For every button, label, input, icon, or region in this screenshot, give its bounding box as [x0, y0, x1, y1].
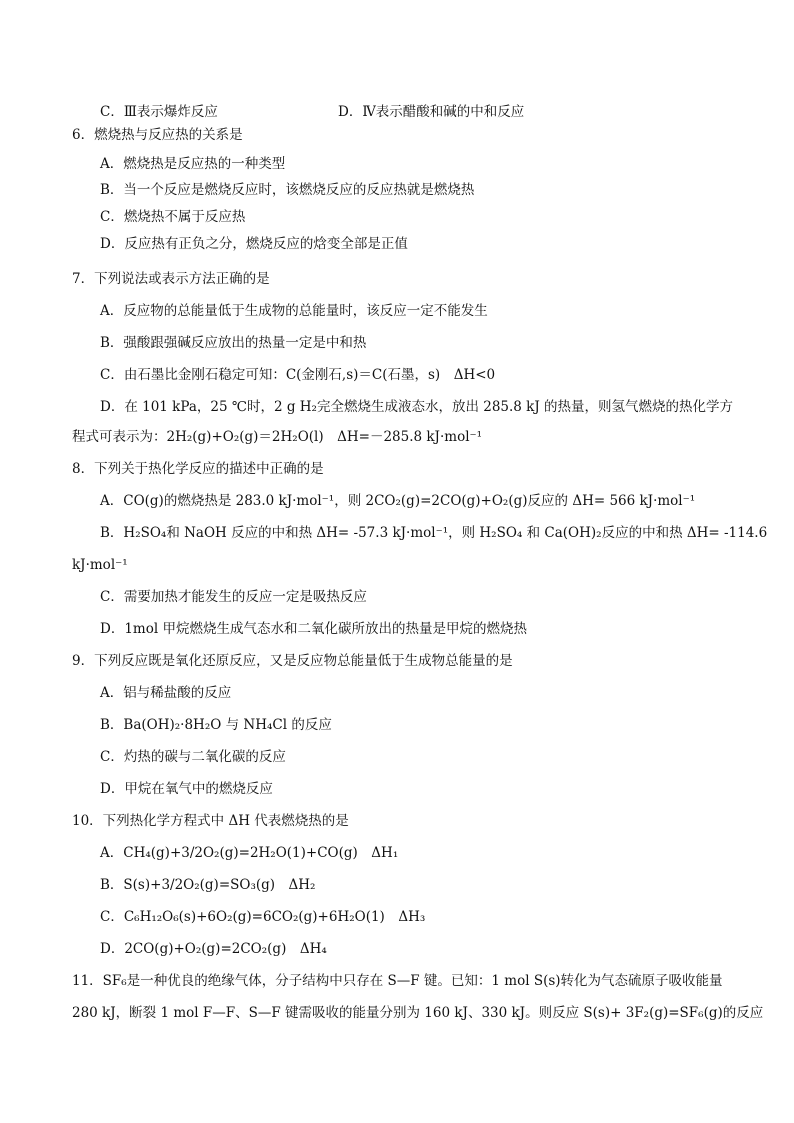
option-6c: C．燃烧热不属于反应热: [100, 209, 246, 225]
option-8a: A．CO(g)的燃烧热是 283.0 kJ·mol⁻¹，则 2CO₂(g)=2CO(g)+O₂(g)反应的 ΔH= 566 kJ·mol⁻¹: [100, 493, 696, 509]
question-6: 6．燃烧热与反应热的关系是: [72, 127, 243, 143]
option-10d: D．2CO(g)+O₂(g)=2CO₂(g) ΔH₄: [100, 941, 327, 957]
option-9a: A．铝与稀盐酸的反应: [100, 685, 232, 701]
question-11-line2: 280 kJ，断裂 1 mol F—F、S—F 键需吸收的能量分别为 160 kJ、330 kJ。则反应 S(s)+ 3F₂(g)=SF₆(g)的反应: [72, 1005, 764, 1021]
option-9b: B．Ba(OH)₂·8H₂O 与 NH₄Cl 的反应: [100, 717, 332, 733]
option-7a: A．反应物的总能量低于生成物的总能量时，该反应一定不能发生: [100, 303, 488, 319]
option-8b-line2: kJ·mol⁻¹: [72, 557, 128, 573]
question-9: 9．下列反应既是氧化还原反应，又是反应物总能量低于生成物总能量的是: [72, 653, 513, 669]
option-10b: B．S(s)+3/2O₂(g)=SO₃(g) ΔH₂: [100, 877, 316, 893]
option-5c: C．Ⅲ表示爆炸反应: [100, 104, 218, 120]
option-7c: C．由石墨比金刚石稳定可知：C(金刚石,s)＝C(石墨，s) ΔH<0: [100, 367, 496, 383]
option-5d: D．Ⅳ表示醋酸和碱的中和反应: [338, 104, 525, 120]
question-11-line1: 11．SF₆是一种优良的绝缘气体，分子结构中只存在 S—F 键。已知：1 mol S(s)转化为气态硫原子吸收能量: [72, 973, 723, 989]
question-7: 7．下列说法或表示方法正确的是: [72, 271, 270, 287]
option-8b-line1: B．H₂SO₄和 NaOH 反应的中和热 ΔH= -57.3 kJ·mol⁻¹，则 H₂SO₄ 和 Ca(OH)₂反应的中和热 ΔH= -114.6: [100, 525, 768, 541]
option-10a: A．CH₄(g)+3/2O₂(g)=2H₂O(1)+CO(g) ΔH₁: [100, 845, 399, 861]
option-6b: B．当一个反应是燃烧反应时，该燃烧反应的反应热就是燃烧热: [100, 182, 475, 198]
question-10: 10．下列热化学方程式中 ΔH 代表燃烧热的是: [72, 813, 349, 829]
option-6a: A．燃烧热是反应热的一种类型: [100, 156, 286, 172]
option-7d-line1: D．在 101 kPa，25 ℃时，2 g H₂完全燃烧生成液态水，放出 285.8 kJ 的热量，则氢气燃烧的热化学方: [100, 399, 734, 415]
option-9c: C．灼热的碳与二氧化碳的反应: [100, 749, 286, 765]
option-6d: D．反应热有正负之分，燃烧反应的焓变全部是正值: [100, 236, 408, 252]
question-8: 8．下列关于热化学反应的描述中正确的是: [72, 461, 324, 477]
option-10c: C．C₆H₁₂O₆(s)+6O₂(g)=6CO₂(g)+6H₂O(1) ΔH₃: [100, 909, 426, 925]
option-8c: C．需要加热才能发生的反应一定是吸热反应: [100, 589, 367, 605]
option-8d: D．1mol 甲烷燃烧生成气态水和二氧化碳所放出的热量是甲烷的燃烧热: [100, 621, 527, 637]
option-7d-line2: 程式可表示为：2H₂(g)+O₂(g)＝2H₂O(l) ΔH=－285.8 kJ·mol⁻¹: [72, 429, 483, 445]
option-9d: D．甲烷在氧气中的燃烧反应: [100, 781, 273, 797]
option-7b: B．强酸跟强碱反应放出的热量一定是中和热: [100, 335, 367, 351]
